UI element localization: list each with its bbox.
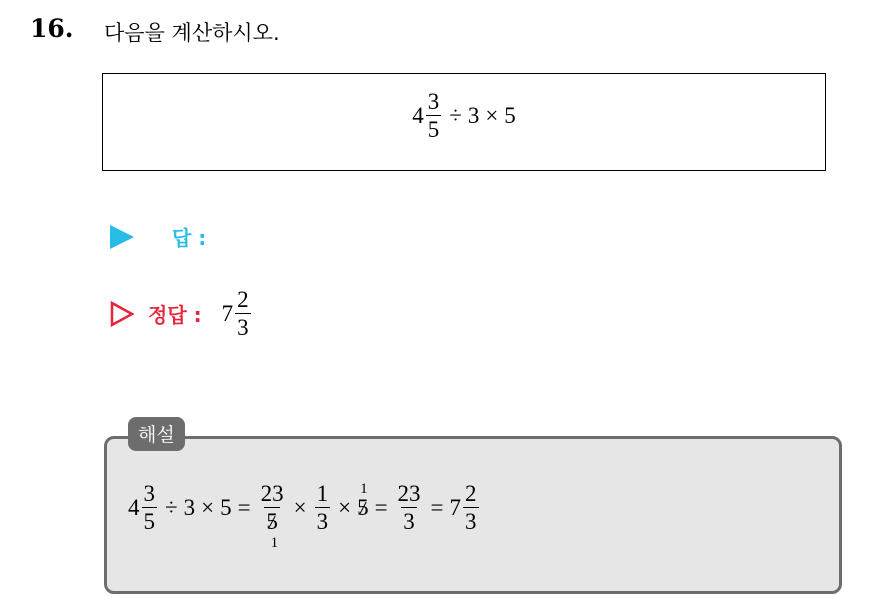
fraction bbox=[396, 482, 423, 533]
solution-label: 정답 : bbox=[148, 303, 202, 327]
denominator: 3 bbox=[316, 509, 329, 534]
multiply-operator: × bbox=[338, 494, 352, 520]
answer-row bbox=[110, 222, 206, 251]
denominator bbox=[264, 507, 280, 533]
operand: 3 bbox=[183, 494, 196, 520]
cancelled-denominator: 5 bbox=[266, 509, 278, 534]
operand: 3 bbox=[467, 102, 480, 128]
mixed-number bbox=[412, 90, 443, 141]
equals-sign: = bbox=[237, 494, 251, 520]
numerator: 3 bbox=[427, 89, 440, 114]
multiply-operator: × bbox=[485, 102, 499, 128]
reduced-value: 1 bbox=[270, 535, 279, 551]
explanation-expression bbox=[128, 480, 481, 551]
fraction bbox=[235, 288, 251, 339]
multiply-operator: × bbox=[201, 494, 215, 520]
solution-value bbox=[222, 288, 253, 339]
fraction bbox=[426, 90, 442, 141]
answer-label: 답 : bbox=[172, 226, 207, 250]
equals-sign: = bbox=[374, 494, 388, 520]
operand: 5 bbox=[504, 102, 516, 128]
whole-part: 4 bbox=[412, 102, 424, 128]
denominator: 3 bbox=[465, 509, 477, 534]
cancelled-operand-group bbox=[357, 480, 369, 521]
numerator: 23 bbox=[260, 481, 284, 506]
outline-triangle-icon bbox=[110, 301, 134, 327]
multiply-operator: × bbox=[293, 494, 307, 520]
reduced-value: 1 bbox=[360, 480, 368, 497]
problem-expression bbox=[103, 90, 825, 141]
fraction bbox=[463, 482, 479, 533]
numerator: 2 bbox=[237, 287, 249, 312]
cancelled-operand: 5 bbox=[357, 494, 369, 520]
play-triangle-icon bbox=[110, 225, 134, 249]
whole-part: 7 bbox=[449, 494, 462, 520]
divide-operator: ÷ bbox=[449, 102, 462, 128]
denominator: 3 bbox=[403, 509, 415, 534]
question-text: 다음을 계산하시오. bbox=[104, 21, 280, 45]
numerator: 1 bbox=[316, 481, 329, 506]
denominator: 3 bbox=[237, 315, 249, 340]
fraction bbox=[315, 482, 331, 533]
fraction bbox=[142, 482, 158, 533]
whole-part: 7 bbox=[221, 300, 234, 326]
operand: 5 bbox=[220, 494, 232, 520]
denominator: 5 bbox=[427, 117, 440, 142]
numerator: 23 bbox=[397, 481, 421, 506]
problem-box bbox=[102, 73, 826, 171]
divide-operator: ÷ bbox=[165, 494, 178, 520]
denominator: 5 bbox=[143, 509, 155, 534]
numerator: 3 bbox=[143, 481, 155, 506]
question-number: 16. bbox=[30, 14, 74, 43]
equals-sign: = bbox=[430, 494, 444, 520]
numerator: 2 bbox=[465, 481, 477, 506]
solution-row bbox=[110, 288, 253, 339]
whole-part: 4 bbox=[128, 494, 140, 520]
explanation-tag: 해설 bbox=[128, 417, 185, 451]
fraction bbox=[259, 481, 286, 551]
